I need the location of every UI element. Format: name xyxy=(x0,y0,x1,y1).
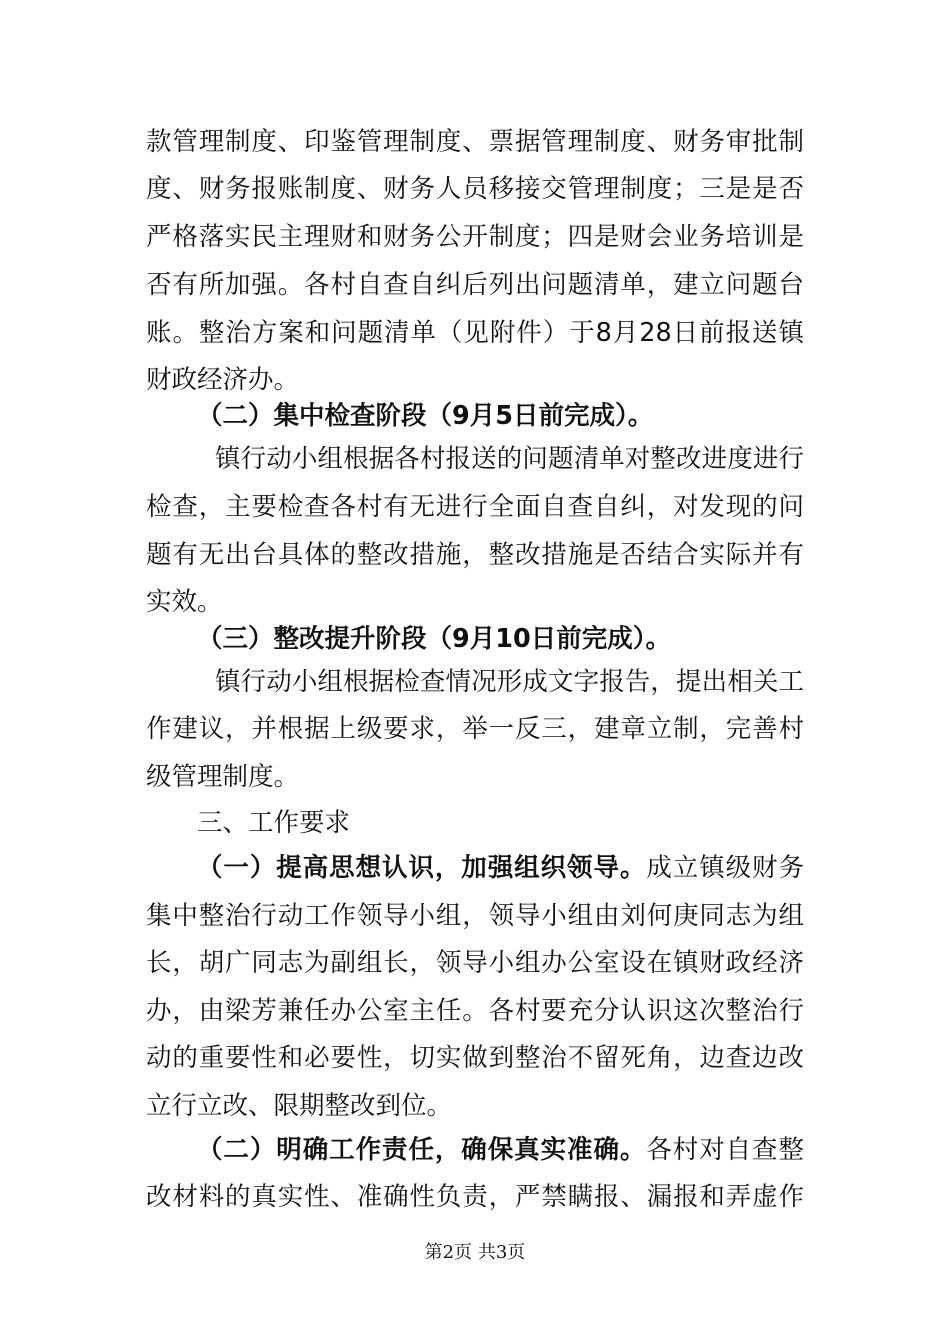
body-line: 财政经济办。 xyxy=(146,365,300,395)
paragraph-text: 成立镇级财务 xyxy=(646,853,804,883)
body-line: 级管理制度。 xyxy=(146,762,300,792)
subsection-heading: （二）明确工作责任，确保真实准确。 xyxy=(197,1135,647,1165)
body-line: 检查，主要检查各村有无进行全面自查自纠，对发现的问 xyxy=(146,492,804,522)
body-line: 实效。 xyxy=(146,587,223,617)
body-line: 立行立改、限期整改到位。 xyxy=(146,1091,453,1121)
body-line: 度、财务报账制度、财务人员移接交管理制度；三是是否 xyxy=(146,174,804,204)
body-line: 办，由梁芳兼任办公室主任。各村要充分认识这次整治行 xyxy=(146,996,804,1026)
body-line: 题有无出台具体的整改措施，整改措施是否结合实际并有 xyxy=(146,540,804,570)
subsection-heading: （一）提高思想认识，加强组织领导。 xyxy=(197,853,647,883)
body-line: 长，胡广同志为副组长，领导小组办公室设在镇财政经济 xyxy=(146,948,804,978)
body-line: 作建议，并根据上级要求，举一反三，建章立制，完善村 xyxy=(146,714,804,744)
section-heading: （三）整改提升阶段（9月10日前完成）。 xyxy=(197,624,671,654)
body-line: 严格落实民主理财和财务公开制度；四是财会业务培训是 xyxy=(146,222,804,252)
paragraph-line xyxy=(197,853,804,883)
page-footer: 第2页 共3页 xyxy=(424,1242,526,1263)
body-line: 改材料的真实性、准确性负责，严禁瞒报、漏报和弄虚作 xyxy=(146,1182,804,1212)
section-heading: （二）集中检查阶段（9月5日前完成）。 xyxy=(197,401,654,431)
body-line: 动的重要性和必要性，切实做到整治不留死角，边查边改 xyxy=(146,1043,804,1073)
paragraph-text: 各村对自查整 xyxy=(646,1135,804,1165)
body-line: 集中整治行动工作领导小组，领导小组由刘何庚同志为组 xyxy=(146,901,804,931)
body-line: 镇行动小组根据检查情况形成文字报告，提出相关工 xyxy=(215,667,804,697)
body-line: 款管理制度、印鉴管理制度、票据管理制度、财务审批制 xyxy=(146,127,804,157)
paragraph-line xyxy=(197,1135,804,1165)
body-line: 镇行动小组根据各村报送的问题清单对整改进度进行 xyxy=(215,444,804,474)
body-line: 否有所加强。各村自查自纠后列出问题清单，建立问题台 xyxy=(146,270,804,300)
body-line: 账。整治方案和问题清单（见附件）于8月28日前报送镇 xyxy=(146,318,804,348)
chapter-heading: 三、工作要求 xyxy=(197,808,351,838)
